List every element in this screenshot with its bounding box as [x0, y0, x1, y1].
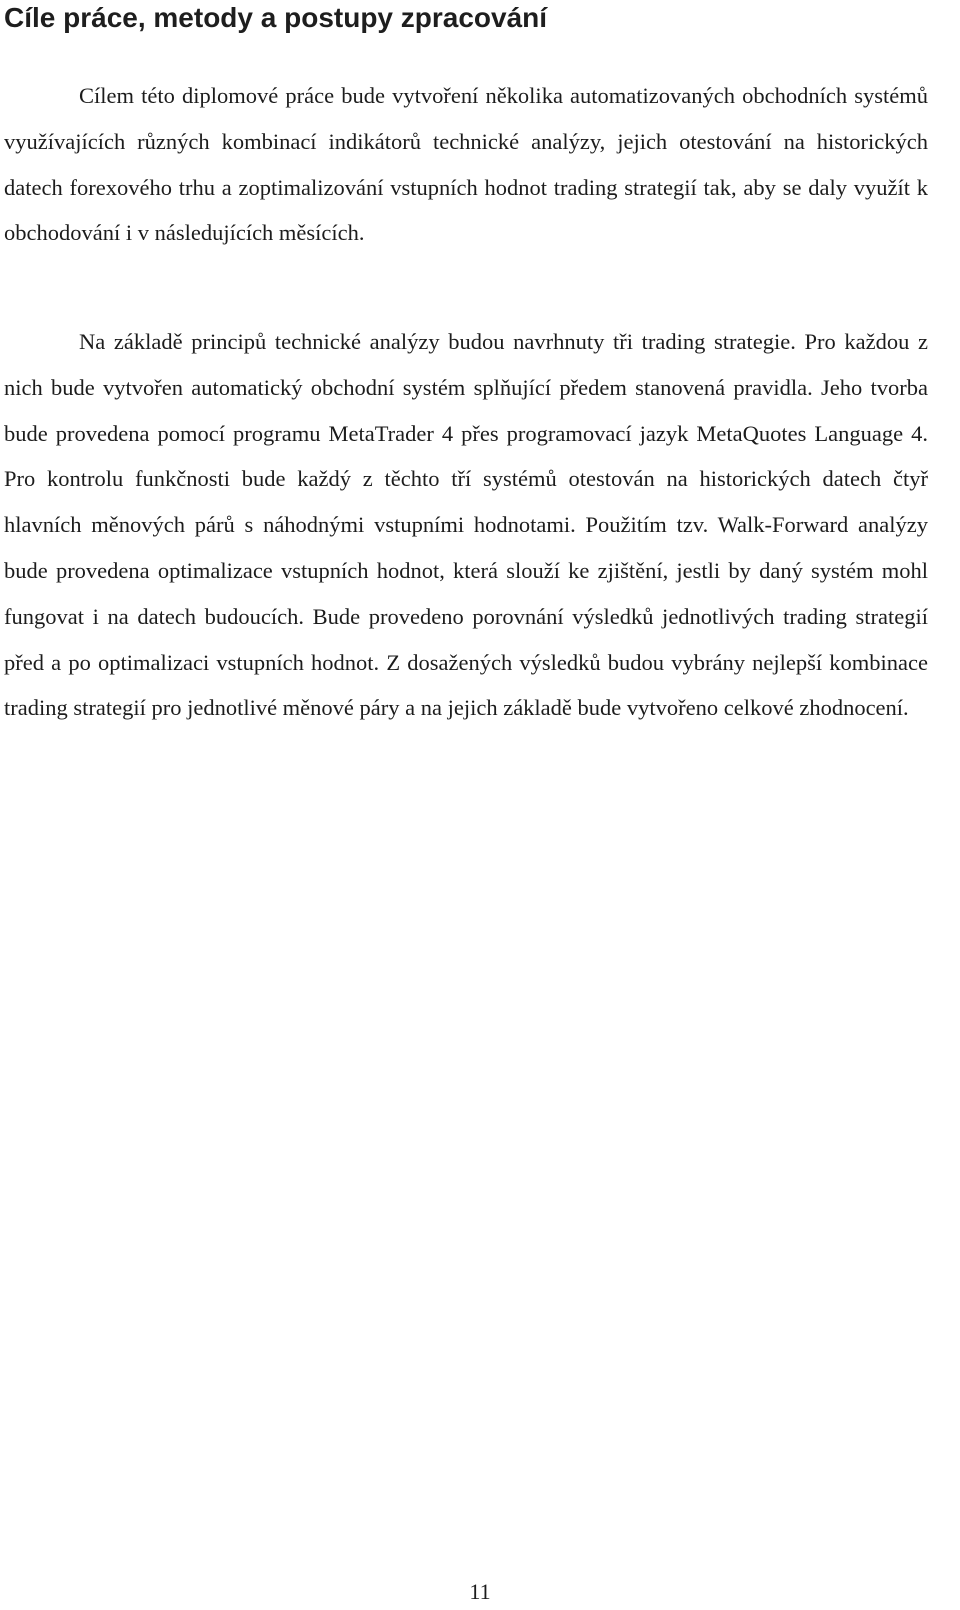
paragraph-methods: Na základě principů technické analýzy budou navrhnuty tři trading strategie. Pro každou z nich bude vytvořen automatický obchodní systém splňující předem stanovená pravidla. Jeho tvorba bude provedena pomocí programu MetaTrader 4 přes programovací jazyk MetaQuotes Language 4. Pro kontrolu funkčnosti bude každý z těchto tří systémů otestován na historických datech čtyř hlavních měnových párů s náhodnými vstupními hodnotami. Použitím tzv. Walk-Forward analýzy bude provedena optimalizace vstupních hodnot, která slouží ke zjištění, jestli by daný systém mohl fungovat i na datech budoucích. Bude provedeno porovnání výsledků jednotlivých trading strategií před a po optimalizaci vstupních hodnot. Z dosažených výsledků budou vybrány nejlepší kombinace trading strategií pro jednotlivé měnové páry a na jejich základě bude vytvořeno celkové zhodnocení. — [4, 329, 928, 721]
paragraph-goals: Cílem této diplomové práce bude vytvoření několika automatizovaných obchodních systémů využívajících různých kombinací indikátorů technické analýzy, jejich otestování na historických datech forexového trhu a zoptimalizování vstupních hodnot trading strategií tak, aby se daly využít k obchodování i v následujících měsících. — [4, 83, 928, 246]
section-heading: Cíle práce, metody a postupy zpracování — [4, 2, 548, 33]
page-number: 11 — [469, 1579, 491, 1604]
